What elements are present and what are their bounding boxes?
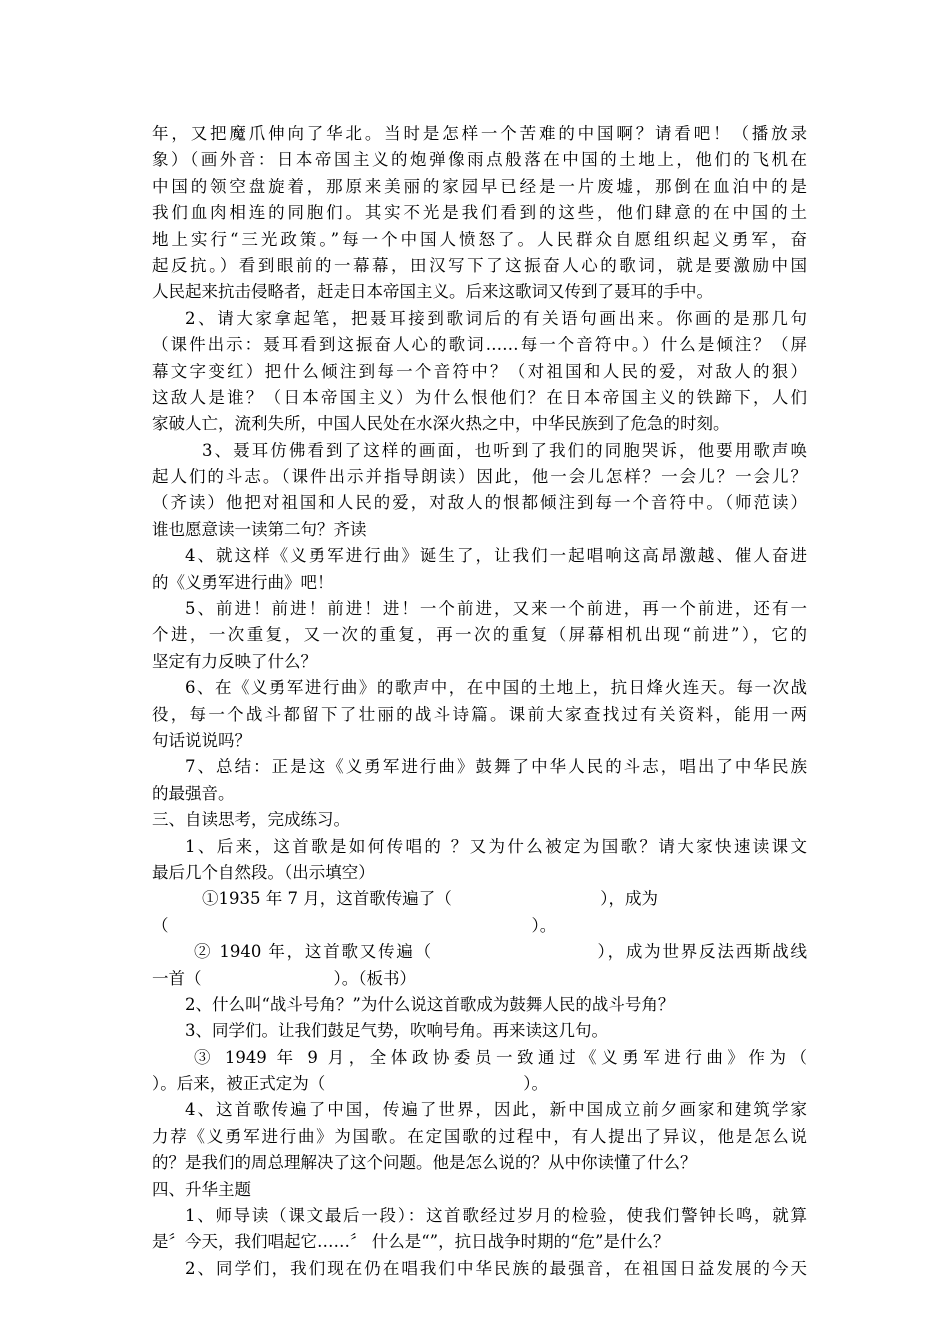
text-line: 这敌人是谁？（日本帝国主义）为什么恨他们？在日本帝国主义的铁蹄下，人们 <box>152 387 807 407</box>
text-line: 6、在《义勇军进行曲》的歌声中，在中国的土地上，抗日烽火连天。每一次战 <box>185 678 807 698</box>
text-line: ）。后来，被正式定为（ ）。 <box>152 1074 548 1094</box>
text-line: 最后几个自然段。（出示填空） <box>152 862 375 882</box>
text-line: 象）（画外音：日本帝国主义的炮弹像雨点般落在中国的土地上，他们的飞机在 <box>152 150 807 170</box>
text-line: 四、升华主题 <box>152 1179 251 1199</box>
text-line: 起反抗。）看到眼前的一幕幕，田汉写下了这振奋人心的歌词，就是要激励中国 <box>152 255 807 275</box>
text-line: ③ 1949 年 9 月，全体政协委员一致通过《义勇军进行曲》作为（ <box>194 1047 807 1067</box>
text-line: 地上实行“三光政策。”每一个中国人愤怒了。人民群众自愿组织起义勇军，奋 <box>152 229 807 249</box>
text-line: 1、师导读（课文最后一段）：这首歌经过岁月的检验，使我们警钟长鸣，就算 <box>185 1206 807 1226</box>
text-line: 起人们的斗志。（课件出示并指导朗读）因此，他一会儿怎样？一会儿？一会儿？ <box>152 467 807 487</box>
text-line: 2、什么叫“战斗号角？”为什么说这首歌成为鼓舞人民的战斗号角？ <box>185 994 675 1014</box>
text-line: 3、聂耳仿佛看到了这样的画面，也听到了我们的同胞哭诉，他要用歌声唤 <box>202 440 807 460</box>
text-line: 2、同学们，我们现在仍在唱我们中华民族的最强音，在祖国日益发展的今天 <box>185 1258 807 1278</box>
text-line: ①1935 年 7 月，这首歌传遍了（ ），成为 <box>202 889 658 909</box>
text-line: （齐读）他把对祖国和人民的爱，对敌人的恨都倾注到每一个音符中。（师范读） <box>152 493 807 513</box>
text-line: 家破人亡，流利失所，中国人民处在水深火热之中，中华民族到了危急的时刻。 <box>152 414 730 434</box>
text-line: 年，又把魔爪伸向了华北。当时是怎样一个苦难的中国啊？请看吧！（播放录 <box>152 124 807 143</box>
text-line: 的《义勇军进行曲》吧！ <box>152 572 334 592</box>
text-line: 的最强音。 <box>152 783 235 803</box>
text-line: 7、总结：正是这《义勇军进行曲》鼓舞了中华人民的斗志，唱出了中华民族 <box>185 757 807 777</box>
text-line: （ ）。 <box>152 915 557 935</box>
text-line: 中国的领空盘旋着，那原来美丽的家园早已经是一片废墟，那倒在血泊中的是 <box>152 176 807 196</box>
text-line: 谁也愿意读一读第二句？齐读 <box>152 519 367 539</box>
text-line: 4、就这样《义勇军进行曲》诞生了，让我们一起唱响这高昂激越、催人奋进 <box>185 546 807 566</box>
text-line: 2、请大家拿起笔，把聂耳接到歌词后的有关语句画出来。你画的是那几句 <box>185 308 807 328</box>
text-line: 的？是我们的周总理解决了这个问题。他是怎么说的？从中你读懂了什么？ <box>152 1153 697 1173</box>
text-line: 5、前进！前进！前进！进！一个前进，又来一个前进，再一个前进，还有一 <box>185 599 807 619</box>
text-line: 坚定有力反映了什么？ <box>152 651 317 671</box>
text-line: 个进，一次重复，又一次的重复，再一次的重复（屏幕相机出现“前进”），它的 <box>152 625 807 645</box>
text-line: 句话说说吗？ <box>152 730 251 750</box>
text-line: 1、后来，这首歌是如何传唱的 ？又为什么被定为国歌？请大家快速读课文 <box>185 836 807 856</box>
text-line: 一首（ ）。（板书） <box>152 968 416 988</box>
text-line: 3、同学们。让我们鼓足气势，吹响号角。再来读这几句。 <box>185 1021 608 1041</box>
document-body <box>152 121 807 1282</box>
text-line: 役，每一个战斗都留下了壮丽的战斗诗篇。课前大家查找过有关资料，能用一两 <box>152 704 807 724</box>
text-line: 人民起来抗击侵略者，赶走日本帝国主义。后来这歌词又传到了聂耳的手中。 <box>152 282 713 302</box>
text-line: 力荐《义勇军进行曲》为国歌。在定国歌的过程中，有人提出了异议，他是怎么说 <box>152 1126 807 1146</box>
text-line: （课件出示：聂耳看到这振奋人心的歌词……每一个音符中。）什么是倾注？（屏 <box>152 335 807 355</box>
text-line: 是〞今天，我们唱起它……〞 什么是“”，抗日战争时期的“危”是什么？ <box>152 1232 670 1252</box>
text-line: ② 1940 年，这首歌又传遍（ ），成为世界反法西斯战线 <box>194 942 807 962</box>
text-line: 三、自读思考，完成练习。 <box>152 810 350 830</box>
text-line: 4、这首歌传遍了中国，传遍了世界，因此，新中国成立前夕画家和建筑学家 <box>185 1100 807 1120</box>
text-line: 幕文字变红）把什么倾注到每一个音符中？（对祖国和人民的爱，对敌人的狠） <box>152 361 807 381</box>
text-line: 我们血肉相连的同胞们。其实不光是我们看到的这些，他们肆意的在中国的土 <box>152 203 807 223</box>
